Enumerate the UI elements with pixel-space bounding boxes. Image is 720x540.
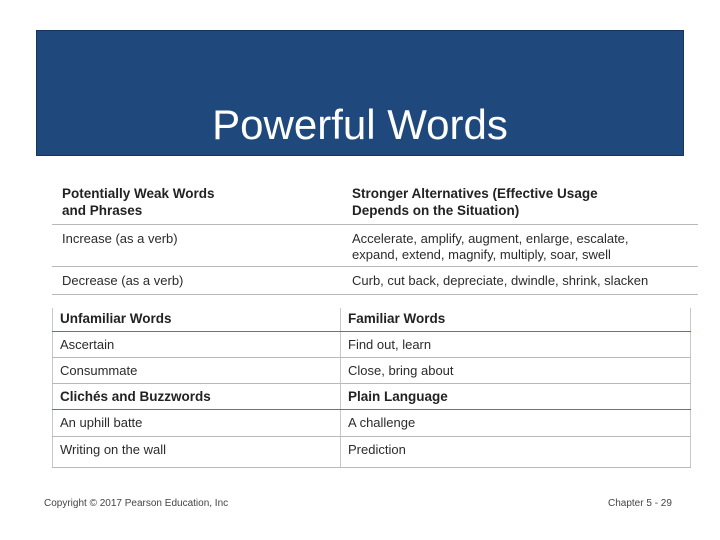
row-rule	[52, 266, 698, 267]
right-border	[690, 308, 691, 468]
section-header-rule	[52, 409, 691, 410]
weak-words-header-line1: Potentially Weak Words	[62, 186, 215, 201]
alternative-cell: Curb, cut back, depreciate, dwindle, shrink, slacken	[352, 273, 649, 288]
section-header-rule	[52, 331, 691, 332]
copyright-footer: Copyright © 2017 Pearson Education, Inc	[44, 498, 229, 509]
unfamiliar-words-header: Unfamiliar Words	[60, 311, 172, 326]
weak-words-header-line2: and Phrases	[62, 203, 143, 218]
slide-title: Powerful Words	[212, 101, 508, 148]
plain-language-cell: A challenge	[348, 415, 416, 430]
familiar-word-cell: Find out, learn	[348, 337, 432, 352]
cliche-cell: An uphill batte	[60, 415, 143, 430]
unfamiliar-word-cell: Ascertain	[60, 337, 115, 352]
alternative-cell-line2: expand, extend, magnify, multiply, soar, swell	[352, 247, 611, 262]
row-rule	[52, 436, 691, 437]
stronger-alternatives-header-line2: Depends on the Situation)	[352, 203, 520, 218]
cliches-header: Clichés and Buzzwords	[60, 389, 211, 404]
header-rule	[52, 224, 698, 225]
table-bottom-rule	[52, 294, 698, 295]
weak-word-cell: Increase (as a verb)	[62, 231, 178, 246]
familiar-words-header: Familiar Words	[348, 311, 446, 326]
plain-language-header: Plain Language	[348, 389, 448, 404]
row-rule	[52, 357, 691, 358]
table-bottom-rule	[52, 467, 691, 468]
left-border	[52, 308, 53, 468]
unfamiliar-word-cell: Consummate	[60, 363, 138, 378]
row-rule	[52, 383, 691, 384]
plain-language-cell: Prediction	[348, 442, 406, 457]
familiar-word-cell: Close, bring about	[348, 363, 454, 378]
title-band	[36, 30, 684, 156]
weak-word-cell: Decrease (as a verb)	[62, 273, 184, 288]
column-divider	[340, 308, 341, 468]
cliche-cell: Writing on the wall	[60, 442, 166, 457]
page-number-footer: Chapter 5 - 29	[608, 498, 672, 509]
alternative-cell-line1: Accelerate, amplify, augment, enlarge, escalate,	[352, 231, 629, 246]
stronger-alternatives-header-line1: Stronger Alternatives (Effective Usage	[352, 186, 598, 201]
